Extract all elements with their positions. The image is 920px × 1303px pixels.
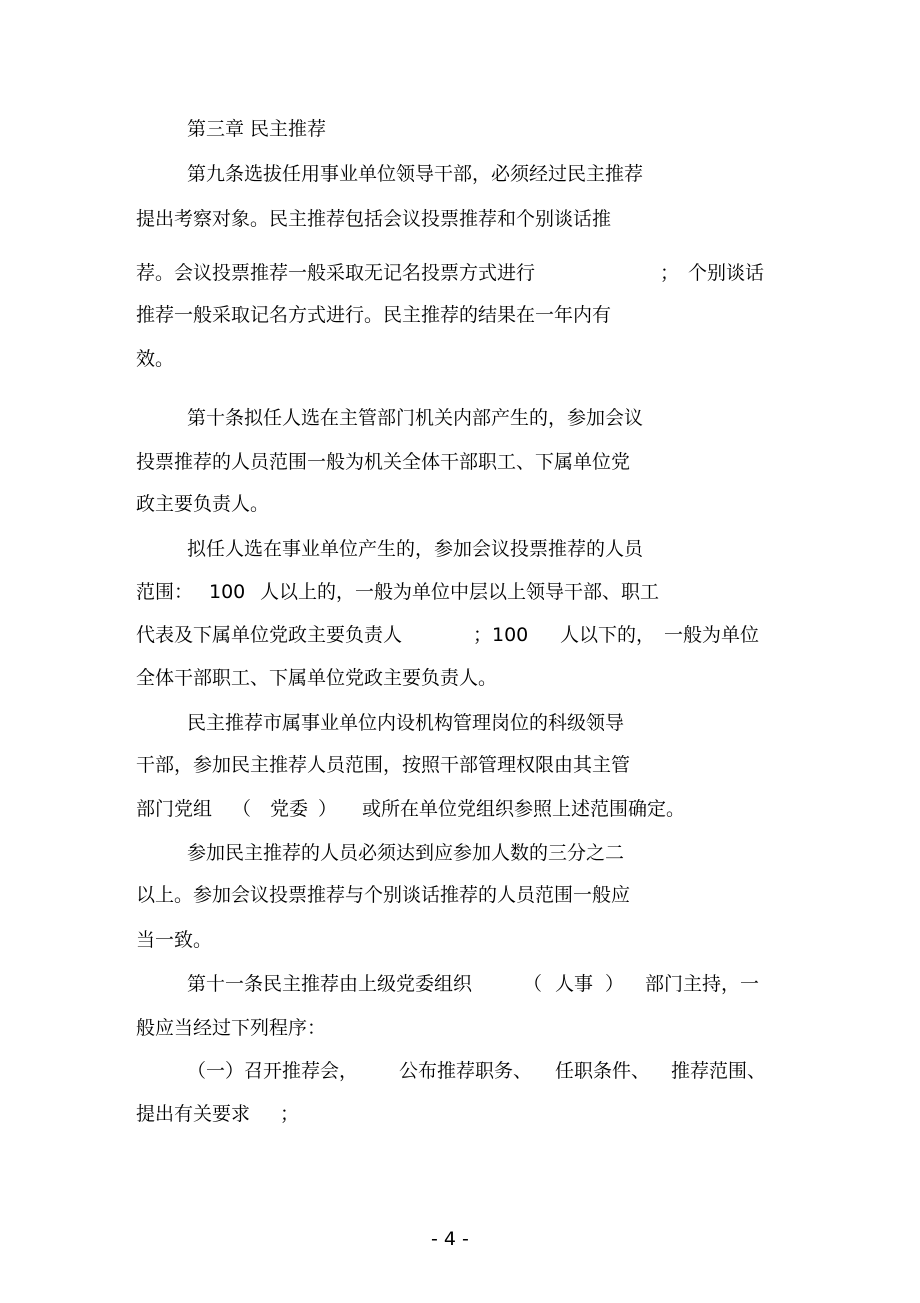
article10-p3-line3 <box>136 796 736 822</box>
article10-p2-line2 <box>136 579 736 605</box>
article10-p1-line1: 第十条拟任人选在主管部门机关内部产生的，参加会议 <box>187 407 644 429</box>
article11-item1-line2 <box>136 1101 436 1127</box>
article11-item1-line1 <box>187 1058 787 1084</box>
article11-line1-a: 第十一条民主推荐由上级党委组织 <box>187 973 473 995</box>
article10-p2-line3-a: 代表及下属单位党政主要负责人 <box>136 624 403 646</box>
article9-line3-tail: 个别谈话 <box>688 262 765 284</box>
article10-p3-line3-e: 或所在单位党组织参照上述范围确定。 <box>362 798 686 820</box>
article10-p3-line3-open-paren: （ <box>232 798 252 820</box>
article10-p2-line2-c: 人以上的，一般为单位中层以上领导干部、职工 <box>260 581 660 603</box>
article11-item1-line2-semicolon: ； <box>280 1103 300 1125</box>
chapter-heading: 第三章 民主推荐 <box>187 118 327 140</box>
article11-item1-b: 公布推荐职务、 <box>399 1060 533 1082</box>
article11-line1-e: 部门主持，一 <box>645 973 760 995</box>
article9-line3-semicolon: ； <box>660 262 680 284</box>
article10-p2-line3 <box>136 622 776 648</box>
article9-line5: 效。 <box>136 348 175 370</box>
article11-item1-a: （一）召开推荐会， <box>187 1060 359 1082</box>
article10-p2-line3-d: 一般为单位 <box>664 624 760 646</box>
article10-p4-line1: 参加民主推荐的人员必须达到应参加人数的三分之二 <box>187 842 625 864</box>
article11-item1-d: 推荐范围、 <box>671 1060 767 1082</box>
article11-line1-close-paren: ） <box>605 973 625 995</box>
article10-p1-line3: 政主要负责人。 <box>136 493 270 515</box>
article11-line1-personnel: 人事 <box>555 973 594 995</box>
article9-line4: 推荐一般采取记名方式进行。民主推荐的结果在一年内有 <box>136 304 612 326</box>
page-number: - 4 - <box>431 1228 469 1250</box>
article11-line1 <box>187 971 787 997</box>
article10-p3-line2: 干部，参加民主推荐人员范围，按照干部管理权限由其主管 <box>136 754 631 776</box>
article10-p2-line3-c: 人以下的， <box>560 624 656 646</box>
article10-p2-line2-a: 范围： <box>136 581 194 603</box>
article10-p2-line3-number: ；100 <box>473 624 529 646</box>
article10-p3-line3-party-committee: 党委 <box>270 798 309 820</box>
article11-line1-open-paren: （ <box>523 973 543 995</box>
article10-p4-line2: 以上。参加会议投票推荐与个别谈话推荐的人员范围一般应 <box>136 884 631 906</box>
article10-p3-line3-a: 部门党组 <box>136 798 213 820</box>
article10-p2-line2-number: 100 <box>209 581 246 603</box>
article10-p2-line4: 全体干部职工、下属单位党政主要负责人。 <box>136 667 498 689</box>
article9-line3-text: 荐。会议投票推荐一般采取无记名投票方式进行 <box>136 262 536 284</box>
article10-p4-line3: 当一致。 <box>136 929 213 951</box>
article10-p3-line1: 民主推荐市属事业单位内设机构管理岗位的科级领导 <box>187 712 625 734</box>
article10-p2-line1: 拟任人选在事业单位产生的，参加会议投票推荐的人员 <box>187 538 644 560</box>
article10-p3-line3-close-paren: ） <box>318 798 338 820</box>
article11-item1-line2-a: 提出有关要求 <box>136 1103 251 1125</box>
article11-line2: 般应当经过下列程序： <box>136 1017 327 1039</box>
article10-p1-line2: 投票推荐的人员范围一般为机关全体干部职工、下属单位党 <box>136 451 631 473</box>
article9-line1: 第九条选拔任用事业单位领导干部，必须经过民主推荐 <box>187 163 644 185</box>
article9-line3 <box>136 260 776 286</box>
article9-line2: 提出考察对象。民主推荐包括会议投票推荐和个别谈话推 <box>136 208 612 230</box>
article11-item1-c: 任职条件、 <box>555 1060 651 1082</box>
